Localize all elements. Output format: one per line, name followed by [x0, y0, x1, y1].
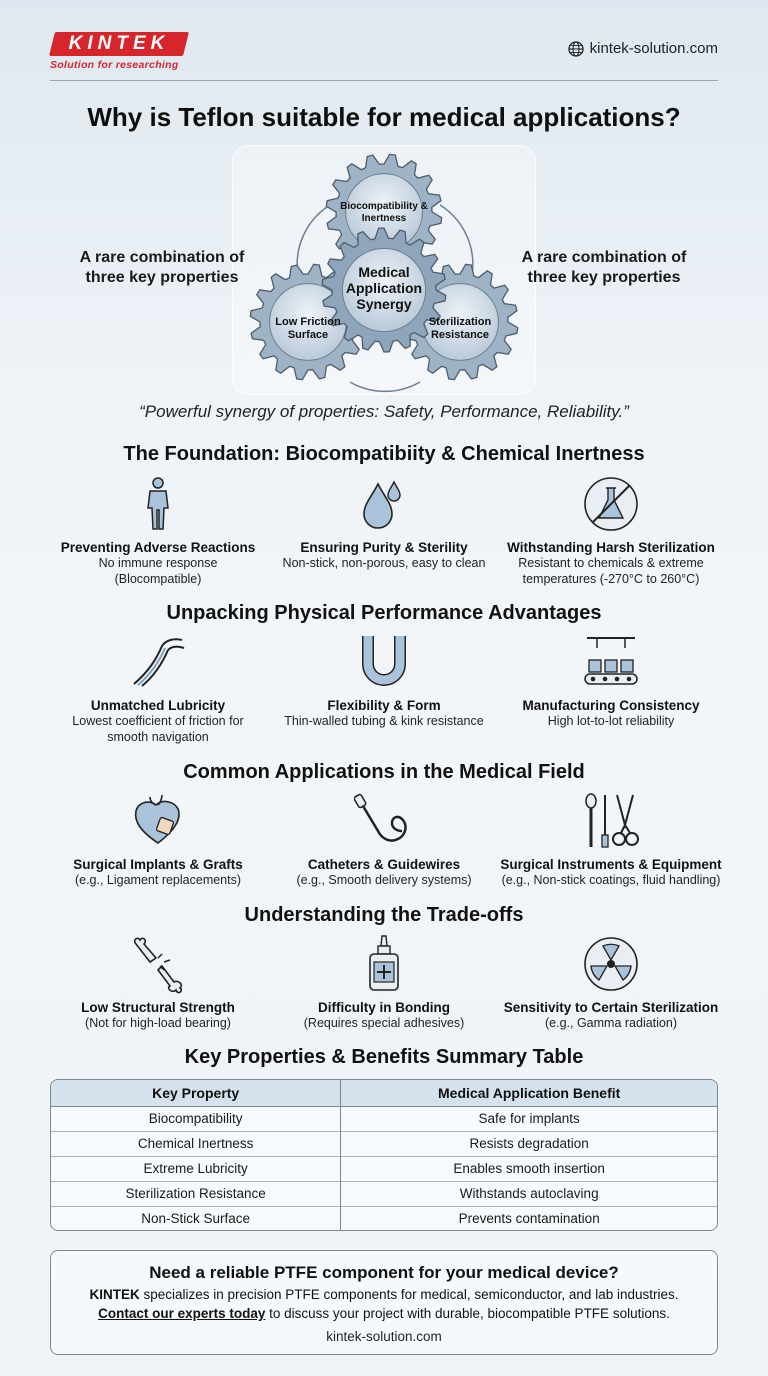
table-header-row: [51, 1080, 717, 1106]
table-cell: Prevents contamination: [341, 1206, 717, 1231]
item-desc: (Requires special adhesives): [303, 1016, 465, 1030]
summary-table-title: Key Properties & Benefits Summary Table: [184, 1046, 584, 1068]
item-withstanding-sterilization: [491, 474, 731, 587]
section-title-foundation: The Foundation: Biocompatibiity & Chemical Inertness: [123, 443, 645, 465]
section-title-tradeoffs: Understanding the Trade-offs: [244, 904, 524, 926]
cta-website-link[interactable]: kintek-solution.com: [326, 1329, 442, 1344]
globe-icon: [568, 41, 584, 57]
item-desc: (e.g., Gamma radiation): [545, 1016, 677, 1030]
radiation-icon: [581, 934, 641, 994]
table-cell: Sterilization Resistance: [51, 1181, 341, 1206]
header: [0, 0, 768, 80]
table-row: [51, 1131, 717, 1156]
item-title: Surgical Instruments & Equipment: [500, 857, 722, 872]
gear-center-label: Medical Application Synergy: [345, 264, 423, 312]
item-desc: High lot-to-lot reliability: [547, 714, 675, 728]
item-desc: Thin-walled tubing & kink resistance: [284, 714, 484, 728]
item-desc: No immune response (Blocompatible): [98, 556, 218, 586]
adhesive-bottle-icon: [354, 934, 414, 994]
item-desc: Non-stick, non-porous, easy to clean: [282, 556, 486, 570]
item-unmatched-lubricity: [38, 632, 278, 745]
website-text: kintek-solution.com: [589, 40, 718, 57]
column-header: Key Property: [51, 1080, 341, 1106]
vessel-lubricity-icon: [128, 632, 188, 692]
item-desc: Resistant to chemicals & extreme temperatures (-270°C to 260°C): [518, 556, 704, 586]
item-title: Unmatched Lubricity: [90, 698, 226, 713]
item-desc: (e.g., Non-stick coatings, fluid handling): [501, 873, 721, 887]
hero-right-text: A rare combination of three key properties: [521, 249, 687, 286]
item-low-structural-strength: [38, 934, 278, 1031]
cta-line-1-text: specializes in precision PTFE components for medical, semiconductor, and lab industries.: [139, 1287, 679, 1302]
brand-logo[interactable]: KINTEK: [68, 33, 170, 54]
page-title: Why is Teflon suitable for medical applications?: [87, 102, 681, 132]
table-cell: Chemical Inertness: [51, 1131, 341, 1156]
section-title-performance: Unpacking Physical Performance Advantages: [166, 602, 602, 624]
column-header: Medical Application Benefit: [341, 1080, 717, 1106]
cycle-arrow: [350, 382, 420, 391]
item-title: Ensuring Purity & Sterility: [300, 540, 468, 555]
table-cell: Withstands autoclaving: [341, 1181, 717, 1206]
item-title: Manufacturing Consistency: [522, 698, 700, 713]
catheter-icon: [354, 791, 414, 851]
human-body-icon: [128, 474, 188, 534]
table-cell: Safe for implants: [341, 1106, 717, 1131]
table-row: [51, 1106, 717, 1131]
item-surgical-implants: [38, 791, 278, 888]
water-drop-icon: [354, 474, 414, 534]
surgical-tools-icon: [581, 791, 641, 851]
item-preventing-adverse-reactions: [38, 474, 278, 587]
item-title: Withstanding Harsh Sterilization: [507, 540, 715, 555]
table-cell: Resists degradation: [341, 1131, 717, 1156]
item-ensuring-purity: [264, 474, 504, 571]
table-row: [51, 1181, 717, 1206]
item-desc: (Not for high-load bearing): [85, 1016, 231, 1030]
broken-bone-icon: [128, 934, 188, 994]
item-surgical-instruments: [491, 791, 731, 888]
cta-line-1: [51, 1287, 717, 1302]
contact-experts-link[interactable]: Contact our experts today: [98, 1306, 266, 1321]
cta-line-2-text: to discuss your project with durable, biocompatible PTFE solutions.: [265, 1306, 670, 1321]
cta-box: [50, 1250, 718, 1355]
item-title: Low Structural Strength: [81, 1000, 235, 1015]
item-title: Catheters & Guidewires: [307, 857, 461, 872]
item-manufacturing-consistency: [491, 632, 731, 729]
table-cell: Extreme Lubricity: [51, 1156, 341, 1181]
item-difficulty-bonding: [264, 934, 504, 1031]
cta-line-2: [51, 1306, 717, 1321]
gear-right-label: Sterilization Resistance: [428, 316, 492, 341]
conveyor-icon: [581, 632, 641, 692]
item-title: Flexibility & Form: [327, 698, 441, 713]
item-catheters: [264, 791, 504, 888]
no-chemicals-icon: [581, 474, 641, 534]
hero-quote: “Powerful synergy of properties: Safety, Performance, Reliability.”: [139, 402, 629, 421]
item-title: Difficulty in Bonding: [318, 1000, 450, 1015]
brand-tagline: Solution for researching: [50, 59, 179, 71]
hero-left-text: A rare combination of three key properties: [79, 249, 245, 286]
table-row: [51, 1206, 717, 1231]
item-desc: Lowest coefficient of friction for smooth navigation: [72, 714, 244, 744]
table-cell: Non-Stick Surface: [51, 1206, 341, 1231]
gear-left-label: Low Friction Surface: [275, 316, 341, 341]
item-sterilization-sensitivity: [491, 934, 731, 1031]
item-title: Surgical Implants & Grafts: [73, 857, 243, 872]
table-row: [51, 1156, 717, 1181]
item-title: Preventing Adverse Reactions: [60, 540, 256, 555]
item-desc: (e.g., Ligament replacements): [74, 873, 242, 887]
header-divider: [50, 80, 718, 81]
item-desc: (e.g., Smooth delivery systems): [296, 873, 472, 887]
table-cell: Biocompatibility: [148, 1111, 243, 1126]
gear-top-label: Biocompatibility & Inertness: [340, 201, 428, 224]
cta-brand: KINTEK: [89, 1287, 140, 1302]
header-website-link[interactable]: [568, 40, 718, 57]
cta-title: Need a reliable PTFE component for your medical device?: [149, 1263, 619, 1282]
heart-patch-icon: [128, 791, 188, 851]
summary-table: [50, 1079, 718, 1231]
u-tube-icon: [354, 632, 414, 692]
item-flexibility-form: [264, 632, 504, 729]
item-title: Sensitivity to Certain Sterilization: [503, 1000, 719, 1015]
section-title-applications: Common Applications in the Medical Field: [183, 761, 585, 783]
table-cell: Enables smooth insertion: [341, 1156, 717, 1181]
